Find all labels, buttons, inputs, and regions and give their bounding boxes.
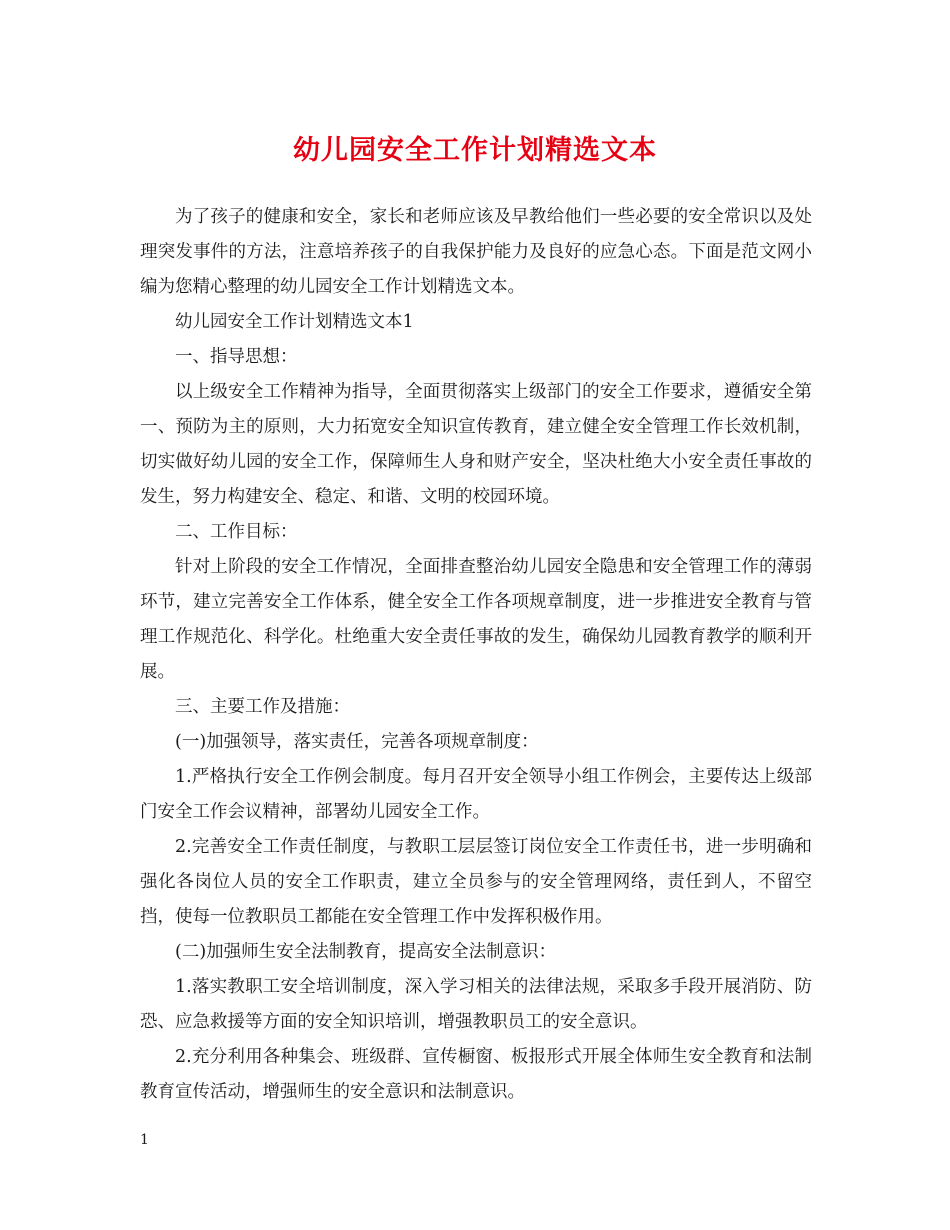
paragraph-intro: 为了孩子的健康和安全，家长和老师应该及早教给他们一些必要的安全常识以及处理突发事件的方法，注意培养孩子的自我保护能力及良好的应急心态。下面是范文网小编为您精心整理的幼儿园安全工作计划精选文本。	[140, 207, 812, 297]
section-heading-guiding-ideology: 一、指导思想：	[175, 347, 298, 367]
document-body	[140, 200, 812, 1110]
paragraph-guiding-ideology: 以上级安全工作精神为指导，全面贯彻落实上级部门的安全工作要求，遵循安全第一、预防为主的原则，大力拓宽安全知识宣传教育，建立健全安全管理工作长效机制，切实做好幼儿园的安全工作，保障师生人身和财产安全，坚决杜绝大小安全责任事故的发生，努力构建安全、稳定、和谐、文明的校园环境。	[140, 382, 812, 507]
paragraph-work-goals: 针对上阶段的安全工作情况，全面排查整治幼儿园安全隐患和安全管理工作的薄弱环节，建立完善安全工作体系，健全安全工作各项规章制度，进一步推进安全教育与管理工作规范化、科学化。杜绝重大安全责任事故的发生，确保幼儿园教育教学的顺利开展。	[140, 557, 812, 682]
paragraph-item-1-1: 1.严格执行安全工作例会制度。每月召开安全领导小组工作例会，主要传达上级部门安全工作会议精神，部署幼儿园安全工作。	[140, 767, 812, 822]
page-number: 1	[140, 1132, 149, 1148]
section-heading-work-goals: 二、工作目标：	[175, 522, 298, 542]
subsection-heading-leadership: (一)加强领导，落实责任，完善各项规章制度：	[175, 732, 539, 752]
document-title: 幼儿园安全工作计划精选文本	[293, 135, 657, 166]
paragraph-item-2-1: 1.落实教职工安全培训制度，深入学习相关的法律法规，采取多手段开展消防、防恐、应急救援等方面的安全知识培训，增强教职员工的安全意识。	[140, 977, 812, 1032]
subsection-heading-education: (二)加强师生安全法制教育，提高安全法制意识：	[175, 942, 557, 962]
paragraph-subtitle: 幼儿园安全工作计划精选文本1	[175, 312, 414, 332]
section-heading-main-work: 三、主要工作及措施：	[175, 697, 350, 717]
paragraph-item-1-2: 2.完善安全工作责任制度，与教职工层层签订岗位安全工作责任书，进一步明确和强化各岗位人员的安全工作职责，建立全员参与的安全管理网络，责任到人，不留空挡，使每一位教职员工都能在安全管理工作中发挥积极作用。	[140, 837, 812, 927]
paragraph-item-2-2: 2.充分利用各种集会、班级群、宣传橱窗、板报形式开展全体师生安全教育和法制教育宣传活动，增强师生的安全意识和法制意识。	[140, 1047, 812, 1102]
